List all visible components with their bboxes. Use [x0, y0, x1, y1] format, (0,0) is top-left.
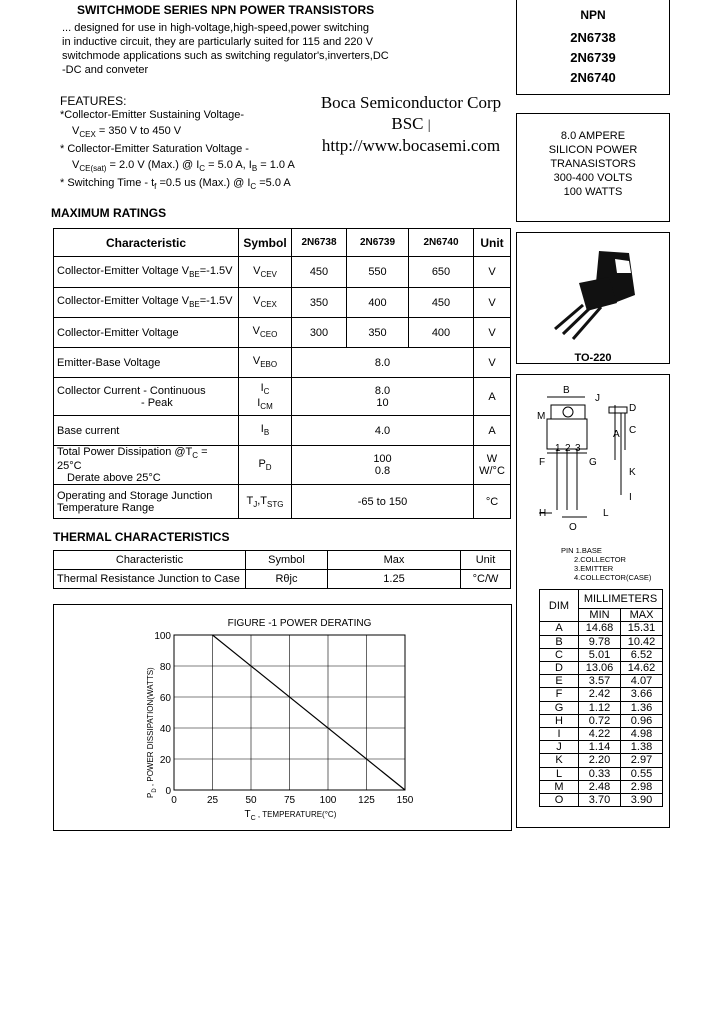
part-number: 2N6740	[570, 70, 616, 85]
dim-letter: A	[613, 429, 620, 440]
spec-box	[516, 113, 670, 222]
x-tick-label: 75	[283, 795, 296, 806]
dimensions-table	[539, 589, 663, 807]
value-cell: 4.0	[292, 416, 474, 446]
dim-max-cell: 2.98	[620, 780, 662, 793]
dim-letter-cell: I	[540, 728, 579, 741]
feature-3: * Switching Time - $t_f =0.5$ us (Max.) @ $I_C =5.0$ A	[60, 177, 291, 192]
dim-min-cell: 14.68	[579, 622, 621, 635]
package-label: TO-220	[574, 352, 612, 364]
dim-min-cell: 3.70	[579, 794, 621, 807]
unit-cell: °C/W	[461, 570, 511, 589]
dim-min-cell: 2.20	[579, 754, 621, 767]
value-cell: 400	[347, 288, 409, 318]
dim-max-cell: 4.98	[620, 728, 662, 741]
value-cell: 350	[347, 318, 409, 348]
dim-min-cell: 0.33	[579, 767, 621, 780]
table-row	[54, 378, 511, 416]
spec-line: 8.0 AMPERE	[560, 130, 626, 142]
unit-cell: A	[474, 378, 511, 416]
table-row	[54, 416, 511, 446]
table-row	[54, 288, 511, 318]
value-cell: 8.0	[292, 348, 474, 378]
dim-max-cell: 10.42	[620, 635, 662, 648]
col-header: Symbol	[239, 229, 292, 257]
dim-letter-cell: J	[540, 741, 579, 754]
dim-letter: L	[603, 508, 609, 519]
dim-letter: D	[629, 403, 637, 414]
value-cell: -65 to 150	[292, 485, 474, 519]
feature-1-value: $V_{CEX} = 350$ V to 450 V	[72, 125, 182, 140]
min-header: MIN	[579, 609, 621, 622]
char-cell: Collector-Emitter Voltage $V_{BE}=-1.5V$	[54, 288, 239, 318]
table-row	[54, 446, 511, 485]
table-row	[54, 570, 511, 589]
dim-min-cell: 2.48	[579, 780, 621, 793]
symbol-cell: Rθjc	[246, 570, 328, 589]
max-ratings-table	[53, 228, 511, 519]
col-header: 2N6739	[347, 229, 409, 257]
spec-line: TRANASISTORS	[550, 158, 636, 170]
dim-max-cell: 6.52	[620, 648, 662, 661]
dim-letter-cell: C	[540, 648, 579, 661]
value-cell: 8.0 10	[292, 378, 474, 416]
part-type: NPN	[580, 8, 606, 22]
y-axis-label: $P_D$ , POWER DISSIPATION(WATTS)	[146, 667, 158, 798]
char-cell: Collector Current - Continuous - Peak	[54, 378, 239, 416]
col-header: Unit	[461, 551, 511, 570]
symbol-cell: $V_{EBO}$	[239, 348, 292, 378]
pin-label: 2.COLLECTOR	[574, 555, 626, 564]
part-number: 2N6738	[570, 30, 616, 45]
dim-letter: J	[595, 393, 600, 404]
unit-header: MILLIMETERS	[579, 590, 663, 609]
derating-line	[213, 635, 406, 790]
pin-label: 3.EMITTER	[574, 564, 614, 573]
value-cell: 100 0.8	[292, 446, 474, 485]
dim-header: DIM	[540, 590, 579, 622]
max-ratings-title: MAXIMUM RATINGS	[51, 206, 167, 220]
table-row	[54, 318, 511, 348]
max-header: MAX	[620, 609, 662, 622]
spec-line: 100 WATTS	[563, 186, 623, 198]
y-tick-label: 0	[165, 786, 171, 797]
symbol-cell: $V_{CEO}$	[239, 318, 292, 348]
dim-min-cell: 0.72	[579, 714, 621, 727]
dim-max-cell: 1.38	[620, 741, 662, 754]
dim-row	[540, 622, 663, 635]
symbol-cell: $T_J,T_{STG}$	[239, 485, 292, 519]
dim-letter: B	[563, 385, 570, 396]
thermal-title: THERMAL CHARACTERISTICS	[53, 530, 230, 544]
dim-letter-cell: L	[540, 767, 579, 780]
x-tick-label: 25	[206, 795, 219, 806]
company-short: BSC |	[391, 114, 431, 133]
dim-max-cell: 15.31	[620, 622, 662, 635]
symbol-cell: $I_C$ $I_{CM}$	[239, 378, 292, 416]
symbol-cell: $V_{CEX}$	[239, 288, 292, 318]
package-box	[516, 232, 670, 364]
dim-letter: C	[629, 425, 637, 436]
col-header: Symbol	[246, 551, 328, 570]
dim-letter: K	[629, 467, 636, 478]
char-cell: Collector-Emitter Voltage	[54, 318, 239, 348]
feature-2: * Collector-Emitter Saturation Voltage -	[60, 143, 249, 156]
char-cell: Emitter-Base Voltage	[54, 348, 239, 378]
to220-package-icon	[517, 233, 669, 348]
dim-letter: G	[589, 457, 597, 468]
dim-letter: F	[539, 457, 546, 468]
value-cell: 400	[409, 318, 474, 348]
desc-line: ... designed for use in high-voltage,high-speed,power switching	[62, 22, 369, 34]
dim-min-cell: 3.57	[579, 675, 621, 688]
dim-letter-cell: H	[540, 714, 579, 727]
unit-cell: V	[474, 318, 511, 348]
company-url[interactable]: http://www.bocasemi.com	[321, 136, 501, 155]
dim-row	[540, 780, 663, 793]
company-name: Boca Semiconductor Corp	[320, 93, 502, 112]
col-header: Characteristic	[54, 551, 246, 570]
char-cell: Thermal Resistance Junction to Case	[54, 570, 246, 589]
y-tick-label: 80	[159, 662, 171, 673]
y-tick-label: 100	[154, 631, 171, 642]
dim-min-cell: 1.14	[579, 741, 621, 754]
dim-letter-cell: F	[540, 688, 579, 701]
value-cell: 300	[292, 318, 347, 348]
dim-letter: M	[537, 411, 546, 422]
value-cell: 450	[292, 257, 347, 288]
dim-row	[540, 794, 663, 807]
dim-row	[540, 728, 663, 741]
features-title: FEATURES:	[60, 94, 127, 108]
unit-cell: °C	[474, 485, 511, 519]
dim-letter-cell: D	[540, 662, 579, 675]
x-tick-label: 150	[396, 795, 414, 806]
dim-row	[540, 648, 663, 661]
dim-row	[540, 767, 663, 780]
dim-row	[540, 635, 663, 648]
desc-line: in inductive circuit, they are particularly suited for 115 and 220 V	[62, 36, 374, 48]
power-derating-chart	[53, 604, 512, 831]
col-header: Max	[328, 551, 461, 570]
col-header: Unit	[474, 229, 511, 257]
doc-title: SWITCHMODE SERIES NPN POWER TRANSISTORS	[77, 3, 375, 17]
dim-max-cell: 0.55	[620, 767, 662, 780]
feature-2-value: $V_{CE(sat)} = 2.0$ V (Max.) @ $I_C = 5.0$ A, $I_B = 1.0$ A	[72, 159, 295, 174]
dim-letter: 2	[565, 443, 571, 454]
dim-row	[540, 754, 663, 767]
feature-list	[60, 108, 295, 195]
dim-max-cell: 3.66	[620, 688, 662, 701]
value-cell: 450	[409, 288, 474, 318]
pin-label: 4.COLLECTOR(CASE)	[574, 573, 652, 582]
char-cell: Total Power Dissipation $@T_C = 25^\circ C$ Derate above 25°C	[54, 446, 239, 485]
value-cell: 650	[409, 257, 474, 288]
dim-row	[540, 714, 663, 727]
part-number-box	[516, 0, 670, 95]
unit-cell: A	[474, 416, 511, 446]
dim-max-cell: 0.96	[620, 714, 662, 727]
part-number: 2N6739	[570, 50, 616, 65]
dim-max-cell: 1.36	[620, 701, 662, 714]
col-header: 2N6738	[292, 229, 347, 257]
description	[62, 21, 389, 77]
unit-cell: V	[474, 348, 511, 378]
y-tick-label: 20	[159, 755, 171, 766]
desc-line: switchmode applications such as switching regulator's,inverters,DC	[62, 50, 389, 62]
symbol-cell: $P_D$	[239, 446, 292, 485]
table-row	[54, 257, 511, 288]
char-cell: Base current	[54, 416, 239, 446]
symbol-cell: $I_B$	[239, 416, 292, 446]
feature-1: *Collector-Emitter Sustaining Voltage-	[60, 109, 245, 121]
dim-letter: H	[539, 508, 547, 519]
value-cell: 1.25	[328, 570, 461, 589]
dim-max-cell: 2.97	[620, 754, 662, 767]
desc-line: -DC and conveter	[62, 64, 149, 76]
dim-row	[540, 662, 663, 675]
dim-max-cell: 14.62	[620, 662, 662, 675]
col-header: 2N6740	[409, 229, 474, 257]
dim-row	[540, 675, 663, 688]
dim-letter-cell: B	[540, 635, 579, 648]
dim-min-cell: 9.78	[579, 635, 621, 648]
unit-cell: V	[474, 288, 511, 318]
dim-row	[540, 701, 663, 714]
spec-line: SILICON POWER	[548, 144, 638, 156]
dim-letter-cell: K	[540, 754, 579, 767]
dim-letter-cell: O	[540, 794, 579, 807]
dim-letter-cell: M	[540, 780, 579, 793]
dim-letter-cell: A	[540, 622, 579, 635]
table-row	[54, 485, 511, 519]
char-cell: Operating and Storage Junction Temperature Range	[54, 485, 239, 519]
value-cell: 550	[347, 257, 409, 288]
dim-max-cell: 3.90	[620, 794, 662, 807]
dim-min-cell: 2.42	[579, 688, 621, 701]
y-tick-label: 60	[159, 693, 171, 704]
dim-min-cell: 1.12	[579, 701, 621, 714]
symbol-cell: $V_{CEV}$	[239, 257, 292, 288]
unit-cell: V	[474, 257, 511, 288]
dim-max-cell: 4.07	[620, 675, 662, 688]
pin-label: PIN 1.BASE	[561, 546, 602, 555]
x-tick-label: 50	[245, 795, 257, 806]
x-tick-label: 125	[358, 795, 375, 806]
y-tick-label: 40	[159, 724, 171, 735]
outline-drawing	[517, 375, 669, 535]
x-tick-label: 100	[319, 795, 337, 806]
table-row	[54, 348, 511, 378]
spec-line: 300-400 VOLTS	[553, 172, 633, 184]
dim-letter: O	[569, 522, 577, 533]
unit-cell: W W/°C	[474, 446, 511, 485]
char-cell: Collector-Emitter Voltage $V_{BE}=-1.5V$	[54, 257, 239, 288]
thermal-table	[53, 550, 511, 589]
dim-letter: I	[629, 492, 632, 503]
value-cell: 350	[292, 288, 347, 318]
dim-letter: 3	[575, 443, 581, 454]
dim-letter: 1	[555, 443, 561, 454]
chart-title: FIGURE -1 POWER DERATING	[227, 618, 372, 629]
dim-letter-cell: E	[540, 675, 579, 688]
dim-row	[540, 688, 663, 701]
dim-min-cell: 4.22	[579, 728, 621, 741]
dim-min-cell: 5.01	[579, 648, 621, 661]
dim-letter-cell: G	[540, 701, 579, 714]
dim-row	[540, 741, 663, 754]
col-header: Characteristic	[54, 229, 239, 257]
x-tick-label: 0	[171, 795, 177, 806]
pin-labels	[561, 546, 651, 582]
x-axis-label: $T_C$ $^{, TEMPERATURE(^\circ C)}$	[244, 809, 337, 822]
dim-min-cell: 13.06	[579, 662, 621, 675]
